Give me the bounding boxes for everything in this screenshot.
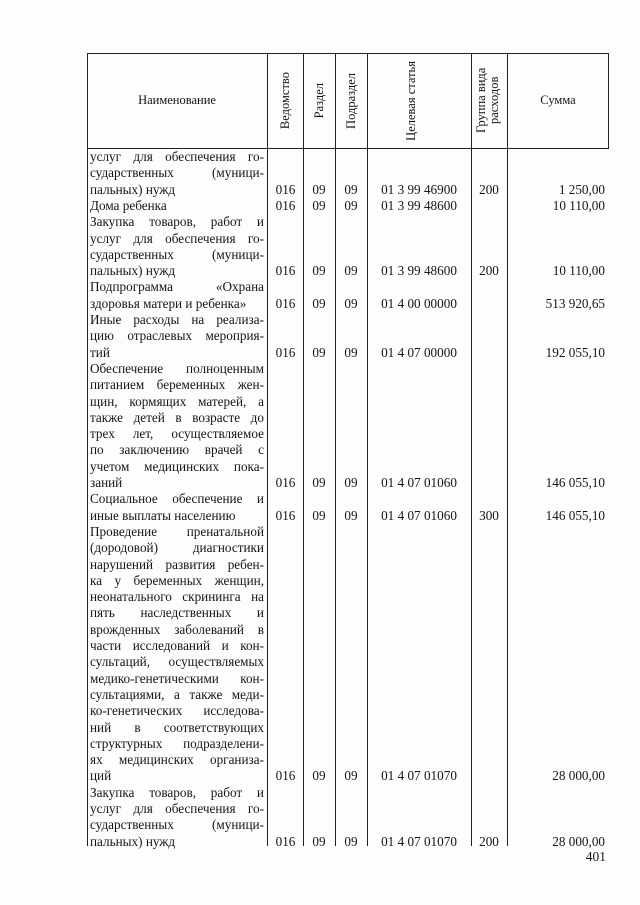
row-podrazdel: 09 [344,263,358,279]
row-name-line: иные выплаты населению [90,507,236,523]
row-podrazdel: 09 [344,507,358,523]
row-name-line: неонатального скрининга на [90,589,264,605]
row-name-line: структурных подразделени- [90,735,264,751]
row-name-line: Проведение пренатальной [90,523,264,539]
row-name-line: сударственных (муници- [90,817,264,833]
header-vedomstvo-label: Ведомство [277,71,292,130]
row-summa: 192 055,10 [545,344,605,360]
row-name-line: услуг для обеспечения го- [90,801,264,816]
row-name-line: ко-генетических исследова- [90,703,264,719]
row-summa: 1 250,00 [558,181,605,197]
row-summa: 28 000,00 [552,833,605,849]
row-name-line: пальных) нужд [90,263,176,279]
row-name-line: части исследований и кон- [90,638,264,653]
header-celevaya-label: Целевая статья [403,60,418,141]
row-celevaya: 01 3 99 48600 [381,263,457,279]
row-name-line: медико-генетическими кон- [90,670,264,686]
col-divider [335,53,336,846]
row-gruppa: 200 [479,263,499,279]
row-vedomstvo: 016 [275,263,296,279]
row-podrazdel: 09 [344,197,358,213]
row-podrazdel: 09 [344,295,358,311]
row-name-line: здоровья матери и ребенка» [90,295,247,311]
row-name-line: Закупка товаров, работ и [90,214,264,230]
header-gruppa-label: Группа вида расходов [473,67,501,134]
row-summa: 146 055,10 [545,475,605,490]
row-name-line: Дома ребенка [90,197,167,213]
header-podrazdel-label: Подраздел [343,72,358,129]
page-number: 401 [585,849,606,864]
row-name-line: питанием беременных жен- [90,377,264,393]
header-vedomstvo [268,53,303,148]
row-vedomstvo: 016 [275,507,296,523]
row-name-line: нарушений развития ребен- [90,556,264,572]
row-podrazdel: 09 [344,344,358,360]
row-name-line: сультациями, а также меди- [90,686,264,702]
row-name-line: пальных) нужд [90,181,176,197]
row-celevaya: 01 4 00 00000 [381,295,457,311]
row-name-line: сультаций, осуществляемых [90,654,264,670]
row-razdel: 09 [312,768,326,784]
row-podrazdel: 09 [344,768,358,784]
row-name-line: пальных) нужд [90,833,176,849]
row-vedomstvo: 016 [275,344,296,360]
row-name-line: услуг для обеспечения го- [90,149,264,164]
row-name-line: Обеспечение полноценным [90,360,264,376]
row-name-line: ях медицинских организа- [90,752,264,768]
row-name-line: тий [90,344,110,360]
row-summa: 28 000,00 [552,768,605,784]
row-razdel: 09 [312,507,326,523]
row-name-line: (дородовой) диагностики [90,540,264,556]
header-summa: Сумма [540,93,576,107]
row-vedomstvo: 016 [275,768,296,784]
row-name-line: трех лет, осуществляемое [90,426,264,442]
row-celevaya: 01 3 99 48600 [381,197,457,213]
row-name-line: также детей в возрасте до [90,409,264,425]
row-razdel: 09 [312,344,326,360]
row-summa: 146 055,10 [545,507,605,523]
row-name-line: услуг для обеспечения го- [90,230,264,246]
header-podrazdel [336,53,367,148]
row-summa: 513 920,65 [545,295,605,311]
row-celevaya: 01 4 07 01070 [381,833,457,849]
row-gruppa: 200 [479,181,499,197]
row-vedomstvo: 016 [275,181,296,197]
row-name-line: ка у беременных женщин, [90,572,264,588]
row-name-line: сударственных (муници- [90,165,264,181]
row-razdel: 09 [312,181,326,197]
budget-table [87,53,609,849]
col-divider [267,53,268,846]
table-left-border [87,53,88,846]
header-razdel-label: Раздел [311,82,326,119]
header-gruppa [472,53,507,148]
row-name-line: врожденных заболеваний в [90,621,264,637]
col-divider [303,53,304,846]
row-name-line: Социальное обеспечение и [90,491,264,507]
row-name-line: учетом медицинских пока- [90,458,264,474]
row-name-line: Подпрограмма «Охрана [90,279,264,295]
row-summa: 10 110,00 [552,197,605,213]
row-vedomstvo: 016 [275,295,296,311]
row-name-line: заний [90,475,123,490]
row-podrazdel: 09 [344,181,358,197]
row-vedomstvo: 016 [275,475,296,490]
row-celevaya: 01 4 07 01070 [381,768,457,784]
col-divider [507,53,508,846]
row-razdel: 09 [312,475,326,490]
row-summa: 10 110,00 [552,263,605,279]
row-gruppa: 300 [479,507,499,523]
row-celevaya: 01 4 07 01060 [381,475,457,490]
row-podrazdel: 09 [344,833,358,849]
row-razdel: 09 [312,295,326,311]
header-razdel [304,53,335,148]
row-name-line: Закупка товаров, работ и [90,784,264,800]
row-podrazdel: 09 [344,475,358,490]
row-razdel: 09 [312,197,326,213]
col-divider [367,53,368,846]
row-name-line: щин, кормящих матерей, а [90,393,264,409]
row-gruppa: 200 [479,833,499,849]
row-name-line: ний в соответствующих [90,719,264,735]
row-name-line: по заключению врачей с [90,442,264,458]
row-name-line: ций [90,768,112,784]
row-vedomstvo: 016 [275,833,296,849]
row-celevaya: 01 3 99 46900 [381,181,457,197]
col-divider [471,53,472,846]
row-vedomstvo: 016 [275,197,296,213]
row-razdel: 09 [312,833,326,849]
row-name-line: сударственных (муници- [90,246,264,262]
row-celevaya: 01 4 07 00000 [381,344,457,360]
header-name: Наименование [138,93,216,107]
row-name-line: Иные расходы на реализа- [90,312,264,327]
header-celevaya [368,53,471,148]
row-celevaya: 01 4 07 01060 [381,507,457,523]
row-name-line: пять наследственных и [90,605,264,621]
row-name-line: цию отраслевых мероприя- [90,328,264,344]
row-razdel: 09 [312,263,326,279]
